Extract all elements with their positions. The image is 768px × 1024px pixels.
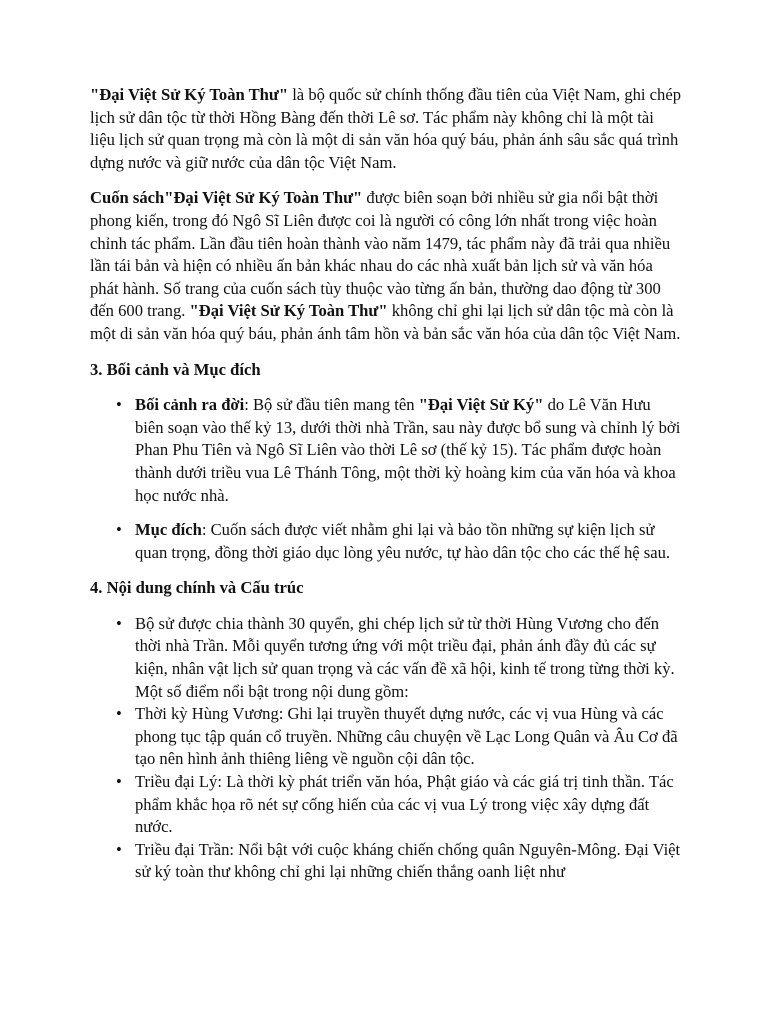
book-paragraph (90, 187, 682, 345)
list-item (135, 519, 682, 564)
book-lead-title: Cuốn sách"Đại Việt Sử Ký Toàn Thư" (90, 188, 363, 208)
section-3-heading: 3. Bối cảnh và Mục đích (90, 359, 261, 379)
intro-text: là bộ quốc sử chính thống đầu tiên của Việt Nam, ghi chép lịch sử dân tộc từ thời Hồng Bàng đến thời Lê sơ. Tác phẩm này không chỉ là một tài liệu lịch sử quan trọng mà còn là một di sản văn hóa quý báu, phản ánh sâu sắc quá trình dựng nước và giữ nước của dân tộc Việt Nam. (90, 85, 681, 172)
section-3-list (90, 394, 682, 564)
item-label: Mục đích (135, 520, 202, 540)
item-text: : Bộ sử đầu tiên mang tên (244, 395, 419, 415)
book-mid-title: "Đại Việt Sử Ký Toàn Thư" (189, 301, 388, 321)
intro-paragraph (90, 84, 682, 174)
item-text: : Cuốn sách được viết nhằm ghi lại và bảo tồn những sự kiện lịch sử quan trọng, đồng thời giáo dục lòng yêu nước, tự hào dân tộc cho các thế hệ sau. (135, 520, 671, 562)
item-label: Bối cảnh ra đời (135, 395, 245, 415)
intro-title: "Đại Việt Sử Ký Toàn Thư" (90, 85, 289, 104)
list-item: • Bộ sử được chia thành 30 quyển, ghi chép lịch sử từ thời Hùng Vương cho đến thời nhà Trần. Mỗi quyển tương ứng với một triều đại, phản ánh đầy đủ các sự kiện, nhân vật lịch sử quan trọng và các vấn đề xã hội, kinh tế trong từng thời kỳ. Một số điểm nổi bật trong nội dung gồm: (135, 613, 682, 703)
document-page (90, 84, 682, 884)
list-item (135, 394, 682, 507)
book-text-2: không chỉ ghi lại lịch sử dân tộc mà còn là một di sản văn hóa quý báu, phản ánh tâm hồn và bản sắc văn hóa của dân tộc Việt Nam. (90, 301, 681, 343)
list-item: • Triều đại Trần: Nổi bật với cuộc kháng chiến chống quân Nguyên-Mông. Đại Việt sử ký toàn thư không chỉ ghi lại những chiến thắng oanh liệt như (135, 839, 682, 884)
list-item: • Thời kỳ Hùng Vương: Ghi lại truyền thuyết dựng nước, các vị vua Hùng và các phong tục tập quán cổ truyền. Những câu chuyện về Lạc Long Quân và Âu Cơ đã tạo nên hình ảnh thiêng liêng về nguồn cội dân tộc. (135, 703, 682, 771)
item-book-title: "Đại Việt Sử Ký" (418, 395, 544, 415)
list-item: • Triều đại Lý: Là thời kỳ phát triển văn hóa, Phật giáo và các giá trị tinh thần. Tác phẩm khắc họa rõ nét sự cống hiến của các vị vua Lý trong việc xây dựng đất nước. (135, 771, 682, 839)
section-4-list (90, 613, 682, 884)
book-text-1: được biên soạn bởi nhiều sử gia nổi bật thời phong kiến, trong đó Ngô Sĩ Liên được coi là người có công lớn nhất trong việc hoàn chỉnh tác phẩm. Lần đầu tiên hoàn thành vào năm 1479, tác phẩm này đã trải qua nhiều lần tái bản và hiện có nhiều ấn bản khác nhau do các nhà xuất bản lịch sử và văn hóa phát hành. Số trang của cuốn sách tùy thuộc vào từng ấn bản, thường dao động từ 300 đến 600 trang. (90, 188, 671, 321)
item-text: do Lê Văn Hưu biên soạn vào thế kỷ 13, dưới thời nhà Trần, sau này được bổ sung và chỉnh lý bởi Phan Phu Tiên và Ngô Sĩ Liên vào thời Lê sơ (thế kỷ 15). Tác phẩm được hoàn thành dưới triều vua Lê Thánh Tông, một thời kỳ hoàng kim của văn hóa và khoa học nước nhà. (135, 395, 681, 505)
section-4-heading: 4. Nội dung chính và Cấu trúc (90, 578, 304, 598)
